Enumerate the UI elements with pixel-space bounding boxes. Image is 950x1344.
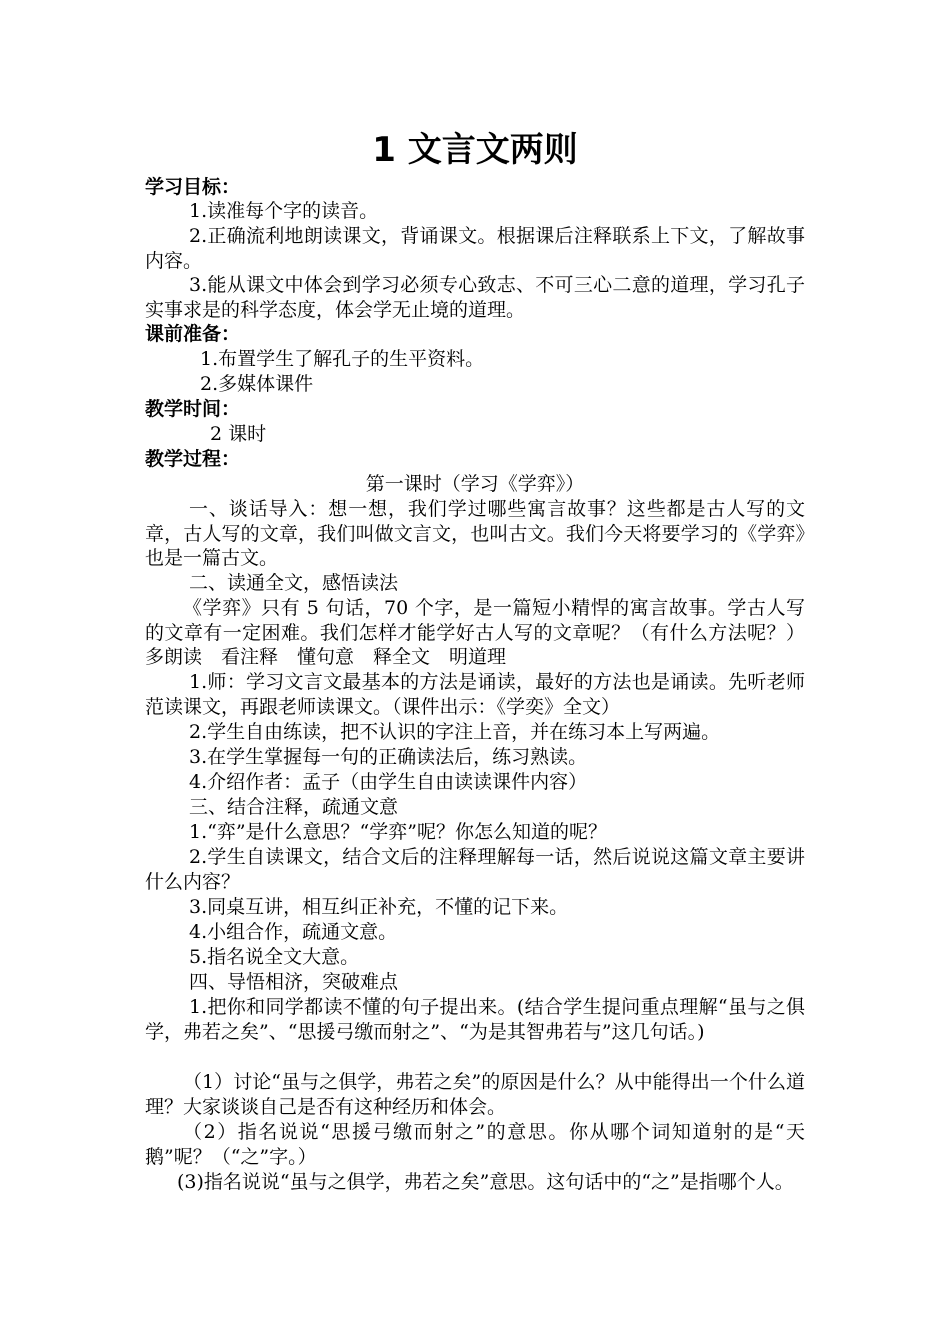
objective-item-1: 1.读准每个字的读音。 xyxy=(189,200,379,222)
preparation-item-1: 1.布置学生了解孔子的生平资料。 xyxy=(200,348,485,370)
preparation-heading: 课前准备： xyxy=(145,323,241,345)
process-paragraph-12: 4.小组合作，疏通文意。 xyxy=(189,921,398,943)
process-paragraph-18: (3)指名说说“虽与之俱学，弗若之矣”意思。这句话中的“之”是指哪个人。 xyxy=(177,1171,794,1193)
process-paragraph-15: 1.把你和同学都读不懂的句子提出来。(结合学生提问重点理解“虽与之俱学，弗若之矣”、“思援弓缴而射之”、“为是其智弗若与”这几句话。) xyxy=(145,996,805,1043)
process-paragraph-14: 四、导悟相济，突破难点 xyxy=(189,971,399,993)
time-value: 2 课时 xyxy=(210,423,267,445)
process-paragraph-10: 2.学生自读课文，结合文后的注释理解每一话，然后说说这篇文章主要讲什么内容？ xyxy=(145,846,805,893)
process-paragraph-8: 三、结合注释，疏通文意 xyxy=(189,796,399,818)
document-title: 1 文言文两则 xyxy=(372,130,578,170)
process-paragraph-11: 3.同桌互讲，相互纠正补充，不懂的记下来。 xyxy=(189,896,569,918)
process-paragraph-13: 5.指名说全文大意。 xyxy=(189,946,360,968)
objective-item-2: 2.正确流利地朗读课文，背诵课文。根据课后注释联系上下文，了解故事内容。 xyxy=(145,225,805,272)
objectives-heading: 学习目标： xyxy=(145,176,241,198)
process-heading: 教学过程： xyxy=(145,448,241,470)
process-paragraph-4: 1.师：学习文言文最基本的方法是诵读，最好的方法也是诵读。先听老师范读课文，再跟老师读课文。（课件出示：《学奕》全文） xyxy=(145,671,805,718)
process-paragraph-17: （2）指名说说“思援弓缴而射之”的意思。你从哪个词知道射的是“天鹅”呢？（“之”字。） xyxy=(145,1121,805,1168)
process-paragraph-6: 3.在学生掌握每一句的正确读法后，练习熟读。 xyxy=(189,746,588,768)
process-paragraph-5: 2.学生自由练读，把不认识的字注上音，并在练习本上写两遍。 xyxy=(189,721,721,743)
process-paragraph-9: 1.“弈”是什么意思？“学弈”呢？你怎么知道的呢？ xyxy=(189,821,607,843)
time-heading: 教学时间： xyxy=(145,398,241,420)
process-paragraph-7: 4.介绍作者：孟子（由学生自由读读课件内容） xyxy=(189,771,588,793)
objective-item-3: 3.能从课文中体会到学习必须专心致志、不可三心二意的道理，学习孔子实事求是的科学态度，体会学无止境的道理。 xyxy=(145,274,805,321)
process-paragraph-16: （1）讨论“虽与之俱学，弗若之矣”的原因是什么？从中能得出一个什么道理？大家谈谈自己是否有这种经历和体会。 xyxy=(145,1071,805,1118)
preparation-item-2: 2.多媒体课件 xyxy=(200,373,314,395)
process-paragraph-3: 《学弈》只有 5 句话，70 个字，是一篇短小精悍的寓言故事。学古人写的文章有一定困难。我们怎样才能学好古人写的文章呢？（有什么方法呢？）多朗读 看注释 懂句意 释全文 明道理 xyxy=(145,597,805,669)
process-paragraph-2: 二、读通全文，感悟读法 xyxy=(189,572,399,594)
lesson-title: 第一课时（学习《学弈》） xyxy=(365,473,585,495)
process-paragraph-1: 一、谈话导入：想一想，我们学过哪些寓言故事？这些都是古人写的文章，古人写的文章，我们叫做文言文，也叫古文。我们今天将要学习的《学弈》也是一篇古文。 xyxy=(145,498,805,570)
